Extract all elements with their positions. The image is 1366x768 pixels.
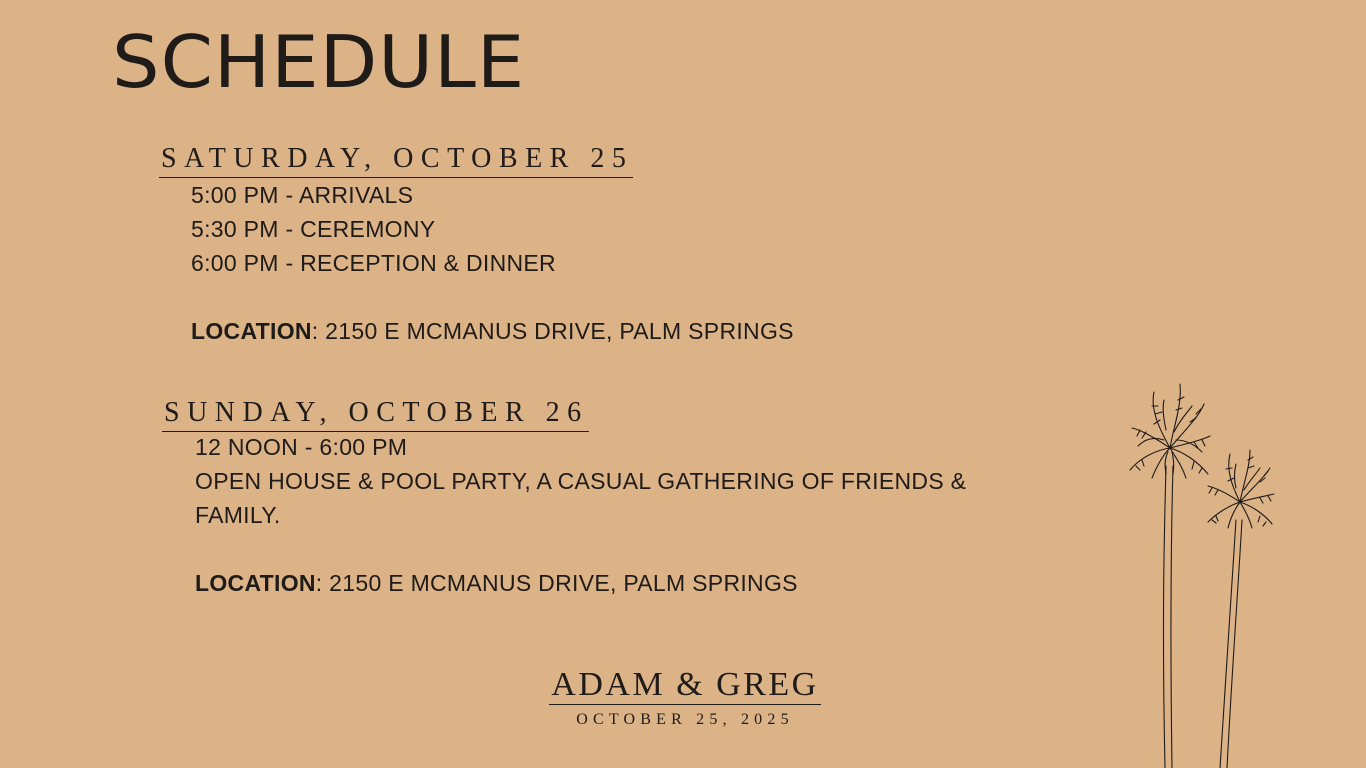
sunday-location [195,566,966,600]
schedule-item: 5:00 PM - ARRIVALS [191,182,414,208]
sunday-heading: SUNDAY, OCTOBER 26 [162,399,589,432]
location-address: : 2150 E MCMANUS DRIVE, PALM SPRINGS [315,570,798,596]
saturday-schedule [191,178,794,348]
location-label: LOCATION [195,570,316,596]
schedule-item: 6:00 PM - RECEPTION & DINNER [191,250,556,276]
couple-names: ADAM & GREG [551,666,819,703]
event-description-continued: FAMILY. [195,502,281,528]
sunday-schedule [195,430,966,600]
footer [480,668,890,729]
palm-trees-icon [1110,370,1310,768]
location-label: LOCATION [191,318,312,344]
location-address: : 2150 E MCMANUS DRIVE, PALM SPRINGS [311,318,794,344]
saturday-heading: SATURDAY, OCTOBER 25 [159,145,633,178]
page-title: SCHEDULE [112,20,526,104]
wedding-date: OCTOBER 25, 2025 [576,711,794,728]
schedule-item: 12 NOON - 6:00 PM [195,434,408,460]
saturday-location [191,314,794,348]
event-description: OPEN HOUSE & POOL PARTY, A CASUAL GATHERING OF FRIENDS & [195,468,967,494]
schedule-item: 5:30 PM - CEREMONY [191,216,436,242]
